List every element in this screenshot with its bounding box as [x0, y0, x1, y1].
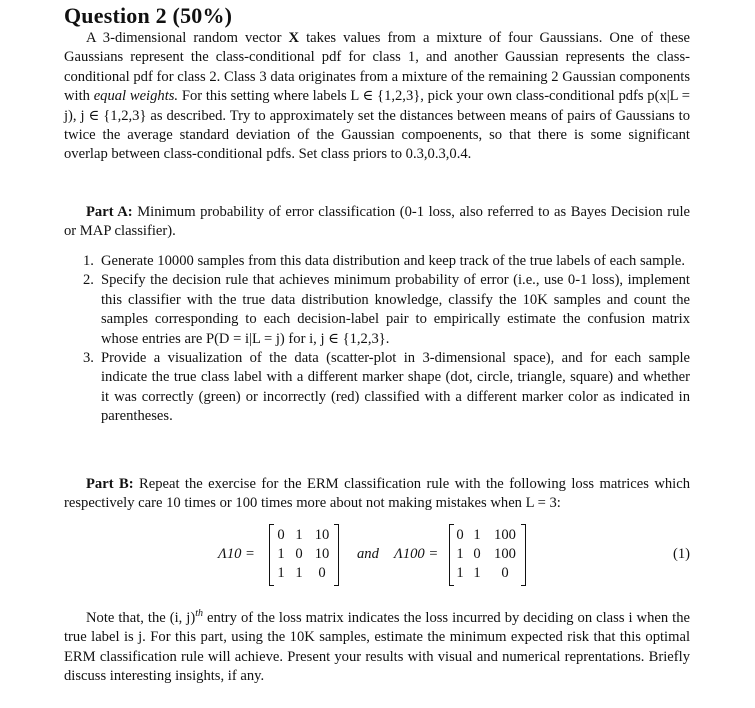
part-a-list — [83, 252, 690, 427]
loss-matrix-equation — [64, 524, 690, 588]
vector-x: X — [288, 30, 300, 46]
intro-paragraph: A 3-dimensional random vector X takes values from a mixture of four Gaussians. One of these Gaussians represent the class-conditional pdf for class 1, and another Gaussian represents the class-conditional pdf for class 2. Class 3 data originates from a mixture of the remaining 2 Gaussian components with equal weights. For this setting where labels L ∈ {1,2,3}, pick your own class-conditional pdfs p(x|L = j), j ∈ {1,2,3} as described. Try to approximately set the distances between means of pairs of Gaussians to twice the average standard deviation of the Gaussian compoenents, so that there is some significant overlap between class-conditional pdfs. Set class priors to 0.3,0.3,0.4. — [64, 30, 691, 163]
part-a-heading: Part A: Minimum probability of error classification (0-1 loss, also referred to as Bayes Decision rule or MAP classifier). — [64, 204, 690, 240]
lambda100-label: Λ100 = — [394, 546, 439, 562]
lambda10-matrix: 0 1 10 1 0 10 1 1 0 — [269, 524, 339, 586]
note-paragraph: Note that, the (i, j)$^{th}$ entry of the loss matrix indicates the loss incurred by deciding on class i when the true label is j. For this part, using the 10K samples, estimate the minimum expected risk that this optimal ERM classification rule will achieve. Present your results with visual and numerical reprentations. Briefly discuss interesting insights, if any. — [64, 608, 690, 685]
lambda100-matrix: 0 1 100 1 0 100 1 1 0 — [449, 524, 526, 586]
lambda10-label: Λ10 = — [218, 546, 255, 562]
question-title: Question 2 (50%) — [64, 3, 233, 28]
part-b-heading: Part B: Repeat the exercise for the ERM classification rule with the following loss matrices which respectively care 10 times or 100 times more about not making mistakes when L = 3: — [64, 476, 690, 512]
list-item: 2. Specify the decision rule that achieves minimum probability of error (i.e., use 0-1 loss), implement this classifier with the true data distribution knowledge, classify the 10K samples and count the samples corresponding to each decision-label pair to empirically estimate the confusion matrix whose entries are P(D = i|L = j) for i, j ∈ {1,2,3}. — [83, 272, 690, 347]
list-item: 1. Generate 10000 samples from this data distribution and keep track of the true labels of each sample. — [83, 253, 685, 269]
list-item: 3. Provide a visualization of the data (scatter-plot in 3-dimensional space), and for each sample indicate the true class label with a different marker shape (dot, circle, triangle, square) and whether it was correctly (green) or incorrectly (red) classified with a different marker color as indicated in parentheses. — [83, 350, 690, 425]
equation-number: (1) — [672, 546, 690, 562]
and-word: and — [357, 546, 379, 562]
